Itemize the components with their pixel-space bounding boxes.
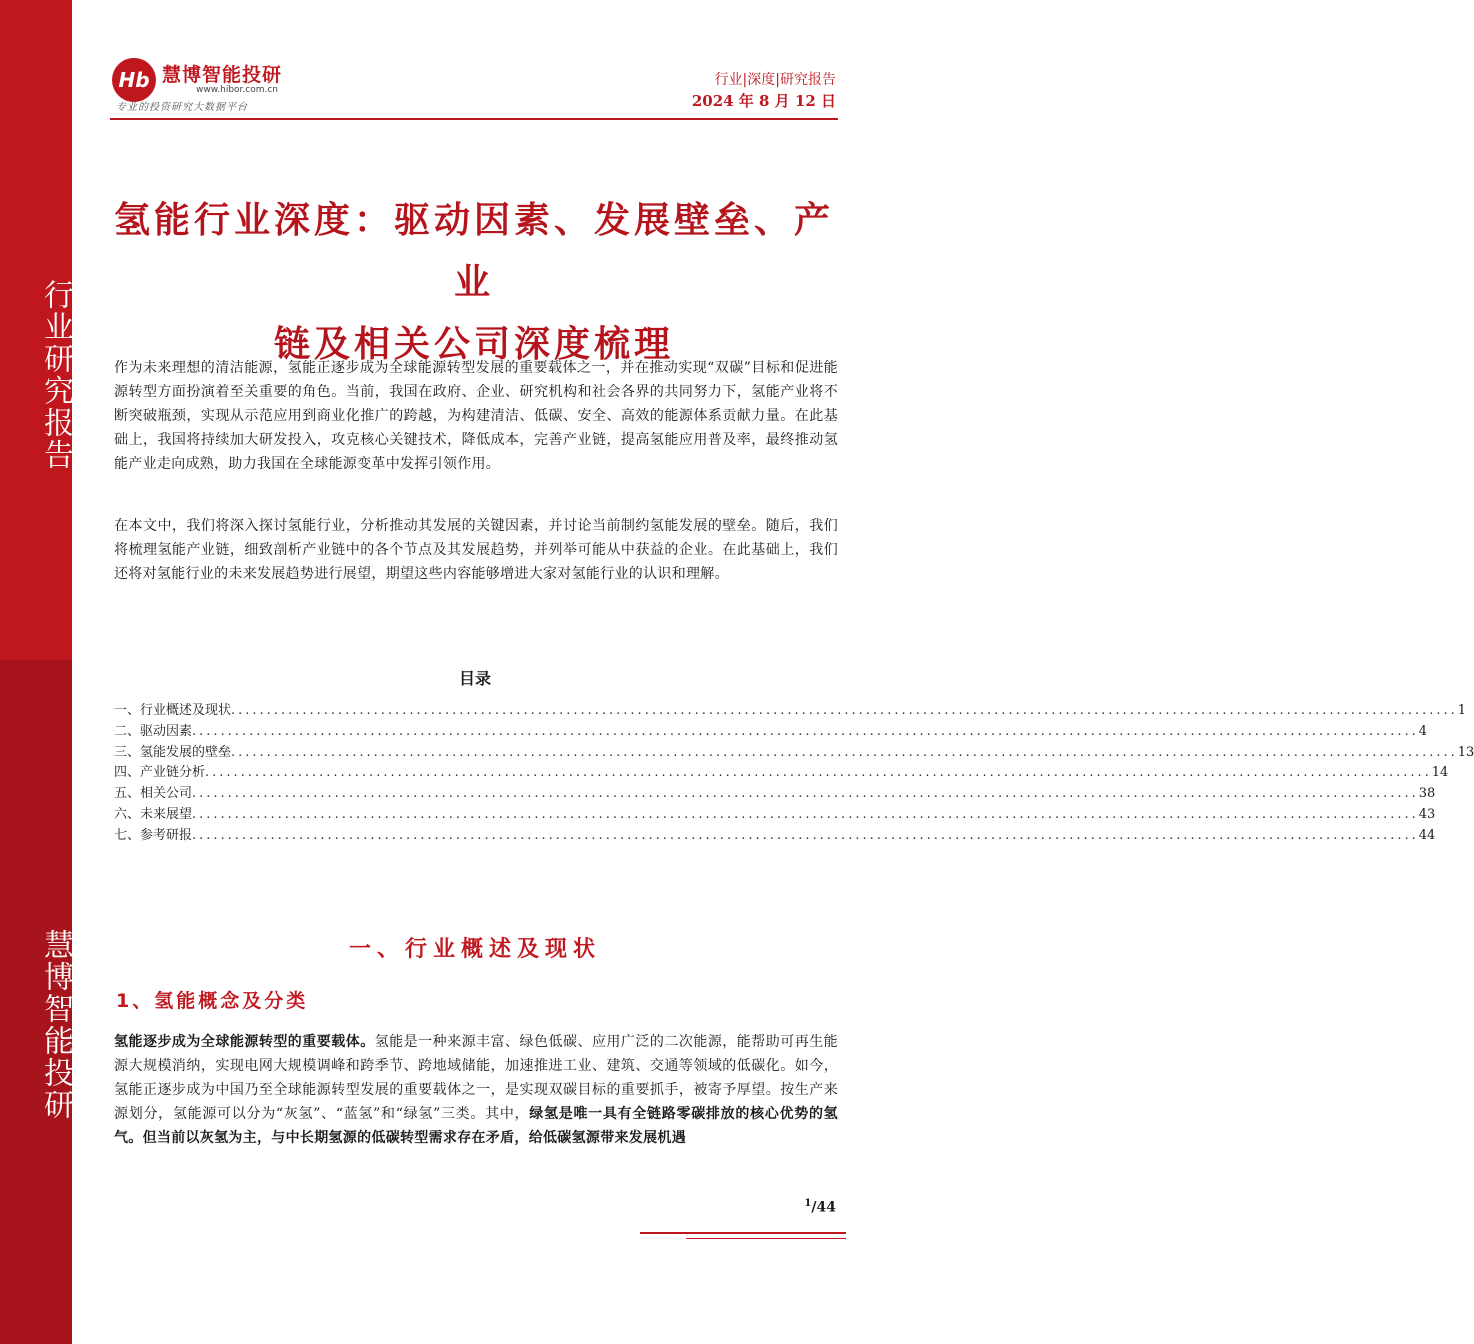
report-date: 2024 年 8 月 12 日 [691,92,836,110]
toc-leader: ............................................................................................................................................................................ [192,723,1419,739]
toc-leader: ............................................................................................................................................................................ [231,703,1458,718]
paragraph-body: 氢能是一种来源丰富、绿色低碳、应用广泛的二次能源，能帮助可再生能源大规模消纳，实现电网大规模调峰和跨季节、跨地域储能，加速推进工业、建筑、交通等领域的低碳化。如今，氢能正逐步成为中国乃至全球能源转型发展的重要载体之一，是实现双碳目标的重要抓手，被寄予厚望。按生产来源划分，氢能源可以分为“灰氢”、“蓝氢”和“绿氢”三类。其中， [114,1034,838,1122]
intro-paragraph-1: 作为未来理想的清洁能源，氢能正逐步成为全球能源转型发展的重要载体之一，并在推动实现“双碳”目标和促进能源转型方面扮演着至关重要的角色。当前，我国在政府、企业、研究机构和社会各界的共同努力下，氢能产业将不断突破瓶颈，实现从示范应用到商业化推广的跨越，为构建清洁、低碳、安全、高效的能源体系贡献力量。在此基础上，我国将持续加大研发投入，攻克核心关键技术，降低成本，完善产业链，提高氢能应用普及率，最终推动氢能产业走向成熟，助力我国在全球能源变革中发挥引领作用。 [114,360,838,472]
toc-leader: ............................................................................................................................................................................ [192,806,1419,822]
toc-entry-page: 38 [1418,786,1436,802]
toc-entry[interactable] [114,826,1436,847]
toc-entry-label: 六、未来展望 [114,806,193,822]
toc-leader: ............................................................................................................................................................................ [231,744,1458,760]
toc-leader: ............................................................................................................................................................................ [192,827,1419,843]
report-type: 行业|深度|研究报告 [714,72,836,88]
title-line-2: 链及相关公司深度梳理 [273,324,674,365]
toc-entry[interactable] [114,743,1474,764]
toc-entry-page: 14 [1431,765,1449,781]
footer-rule [640,1232,846,1234]
footer-rule-thin [686,1238,846,1239]
section-heading: 一、行业概述及现状 [348,937,601,962]
toc-entry-label: 七、参考研报 [114,827,193,843]
report-title [110,190,838,376]
toc-entry-page: 44 [1418,827,1436,843]
logo-url: www.hibor.com.cn [196,85,279,95]
sidebar-brand-label: 慧博智能投研 [38,929,73,1121]
toc-entry-page: 4 [1418,723,1428,739]
toc-entry[interactable] [114,722,1428,743]
toc-entry-page: 13 [1457,744,1474,760]
title-line-1: 氢能行业深度：驱动因素、发展壁垒、产业 [113,200,834,303]
page-number: $^1$/44 [804,1198,836,1216]
table-of-contents [114,701,1474,847]
toc-entry-label: 三、氢能发展的壁垒 [114,744,232,760]
logo-slogan: 专业的投资研究大数据平台 [116,102,248,113]
section-paragraph [114,1030,838,1150]
toc-entry-label: 二、驱动因素 [114,723,193,739]
toc-entry-page: 1 [1457,703,1467,718]
subsection-heading: 1、氢能概念及分类 [116,990,309,1012]
toc-leader: ............................................................................................................................................................................ [192,786,1419,802]
logo-mark-icon: Hb [112,58,156,102]
toc-entry[interactable] [114,784,1436,805]
toc-entry-label: 四、产业链分析 [114,765,206,781]
toc-heading: 目录 [458,669,491,688]
toc-entry[interactable] [114,763,1449,784]
toc-entry-label: 一、行业概述及现状 [114,703,232,718]
toc-entry-label: 五、相关公司 [114,786,193,802]
page-current: 1 [804,1198,812,1209]
toc-entry[interactable] [114,701,1467,722]
toc-entry[interactable] [114,805,1436,826]
intro-paragraph-2: 在本文中，我们将深入探讨氢能行业，分析推动其发展的关键因素，并讨论当前制约氢能发展的壁垒。随后，我们将梳理氢能产业链，细致剖析产业链中的各个节点及其发展趋势，并列举可能从中获益的企业。在此基础上，我们还将对氢能行业的未来发展趋势进行展望，期望这些内容能够增进大家对氢能行业的认识和理解。 [114,518,838,582]
toc-leader: ............................................................................................................................................................................ [205,765,1432,781]
header-divider [110,118,838,120]
report-meta [692,70,836,112]
logo-name: 慧博智能投研 [162,64,283,86]
sidebar-report-label: 行业研究报告 [38,279,73,471]
paragraph-tail: 绿氢是唯一具有全链路零碳排放的核心优势的氢气。但当前以灰氢为主，与中长期氢源的低碳转型需求存在矛盾，给低碳氢源带来发展机遇 [114,1106,838,1146]
paragraph-lead: 氢能逐步成为全球能源转型的重要载体。 [114,1034,375,1050]
toc-entry-page: 43 [1418,806,1436,822]
page-total: 44 [816,1199,836,1216]
brand-logo [112,58,312,114]
